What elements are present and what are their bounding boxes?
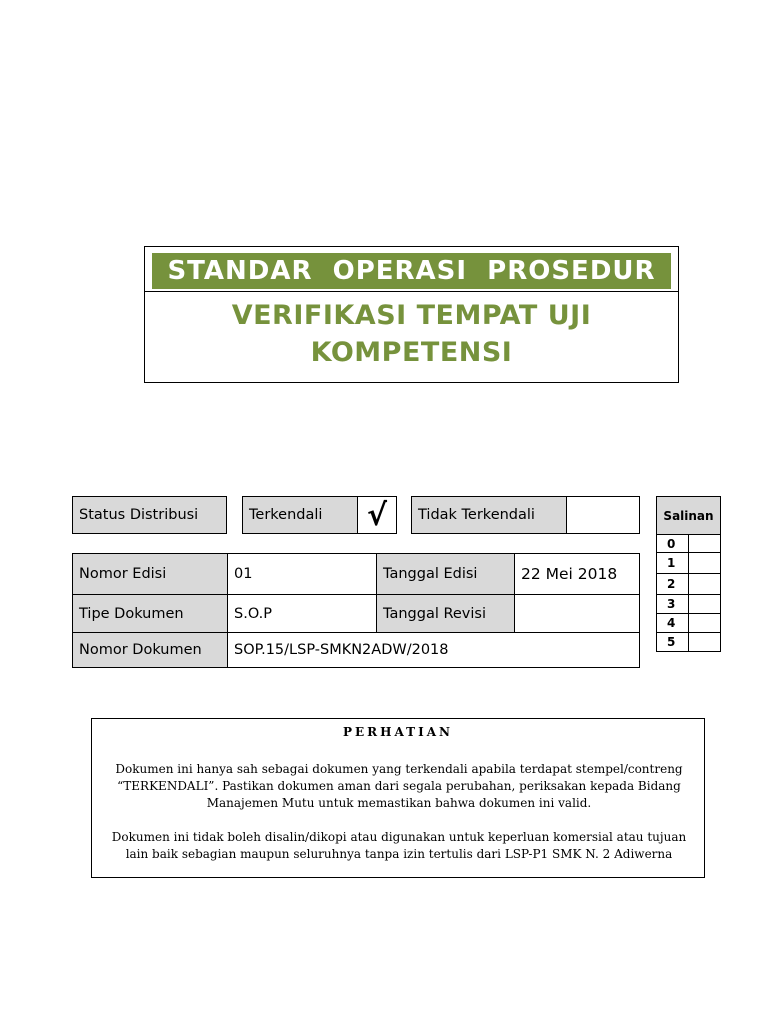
notice-paragraph-2 <box>110 829 688 863</box>
notice-line: Manajemen Mutu untuk memastikan bahwa dokumen ini valid. <box>206 796 592 810</box>
edition-date-label: Tanggal Edisi <box>376 553 515 595</box>
copies-row-cell <box>688 534 721 553</box>
copies-row-cell <box>688 552 721 574</box>
notice-heading: PERHATIAN <box>343 725 453 739</box>
notice-line: Dokumen ini hanya sah sebagai dokumen yang terkendali apabila terdapat stempel/contreng <box>115 762 683 776</box>
copies-row-cell <box>688 632 721 652</box>
copies-row-cell <box>688 594 721 614</box>
copies-header: Salinan <box>656 496 721 535</box>
copies-row-number: 3 <box>656 594 689 614</box>
uncontrolled-label: Tidak Terkendali <box>411 496 567 534</box>
revision-date-label: Tanggal Revisi <box>376 594 515 633</box>
document-type-label: Tipe Dokumen <box>72 594 228 633</box>
status-distribution-label: Status Distribusi <box>72 496 227 534</box>
notice-paragraph-1 <box>110 761 688 812</box>
notice-line: Dokumen ini tidak boleh disalin/dikopi atau digunakan untuk keperluan komersial atau tujuan <box>111 830 687 844</box>
copies-row-cell <box>688 613 721 633</box>
edition-date-value: 22 Mei 2018 <box>514 553 640 595</box>
controlled-label: Terkendali <box>242 496 358 534</box>
document-title <box>145 297 678 371</box>
sop-label: STANDAR OPERASI PROSEDUR <box>152 253 671 289</box>
revision-date-value <box>514 594 640 633</box>
controlled-checkbox[interactable]: √ <box>357 496 397 534</box>
edition-number-label: Nomor Edisi <box>72 553 228 595</box>
document-title-line1: VERIFIKASI TEMPAT UJI <box>231 300 592 331</box>
copies-row-number: 4 <box>656 613 689 633</box>
copies-row-cell <box>688 573 721 595</box>
document-title-line2: KOMPETENSI <box>310 337 513 368</box>
document-type-value: S.O.P <box>227 594 377 633</box>
notice-box <box>91 718 705 878</box>
document-number-value: SOP.15/LSP-SMKN2ADW/2018 <box>227 632 640 668</box>
copies-row-number: 1 <box>656 552 689 574</box>
copies-row-number: 0 <box>656 534 689 553</box>
uncontrolled-checkbox[interactable] <box>566 496 640 534</box>
notice-line: lain baik sebagian maupun seluruhnya tanpa izin tertulis dari LSP-P1 SMK N. 2 Adiwerna <box>125 847 673 861</box>
copies-row-number: 2 <box>656 573 689 595</box>
notice-line: “TERKENDALI”. Pastikan dokumen aman dari segala perubahan, periksakan kepada Bidang <box>117 779 681 793</box>
edition-number-value: 01 <box>227 553 377 595</box>
copies-row-number: 5 <box>656 632 689 652</box>
title-divider <box>145 291 678 292</box>
title-box <box>144 246 679 383</box>
document-number-label: Nomor Dokumen <box>72 632 228 668</box>
